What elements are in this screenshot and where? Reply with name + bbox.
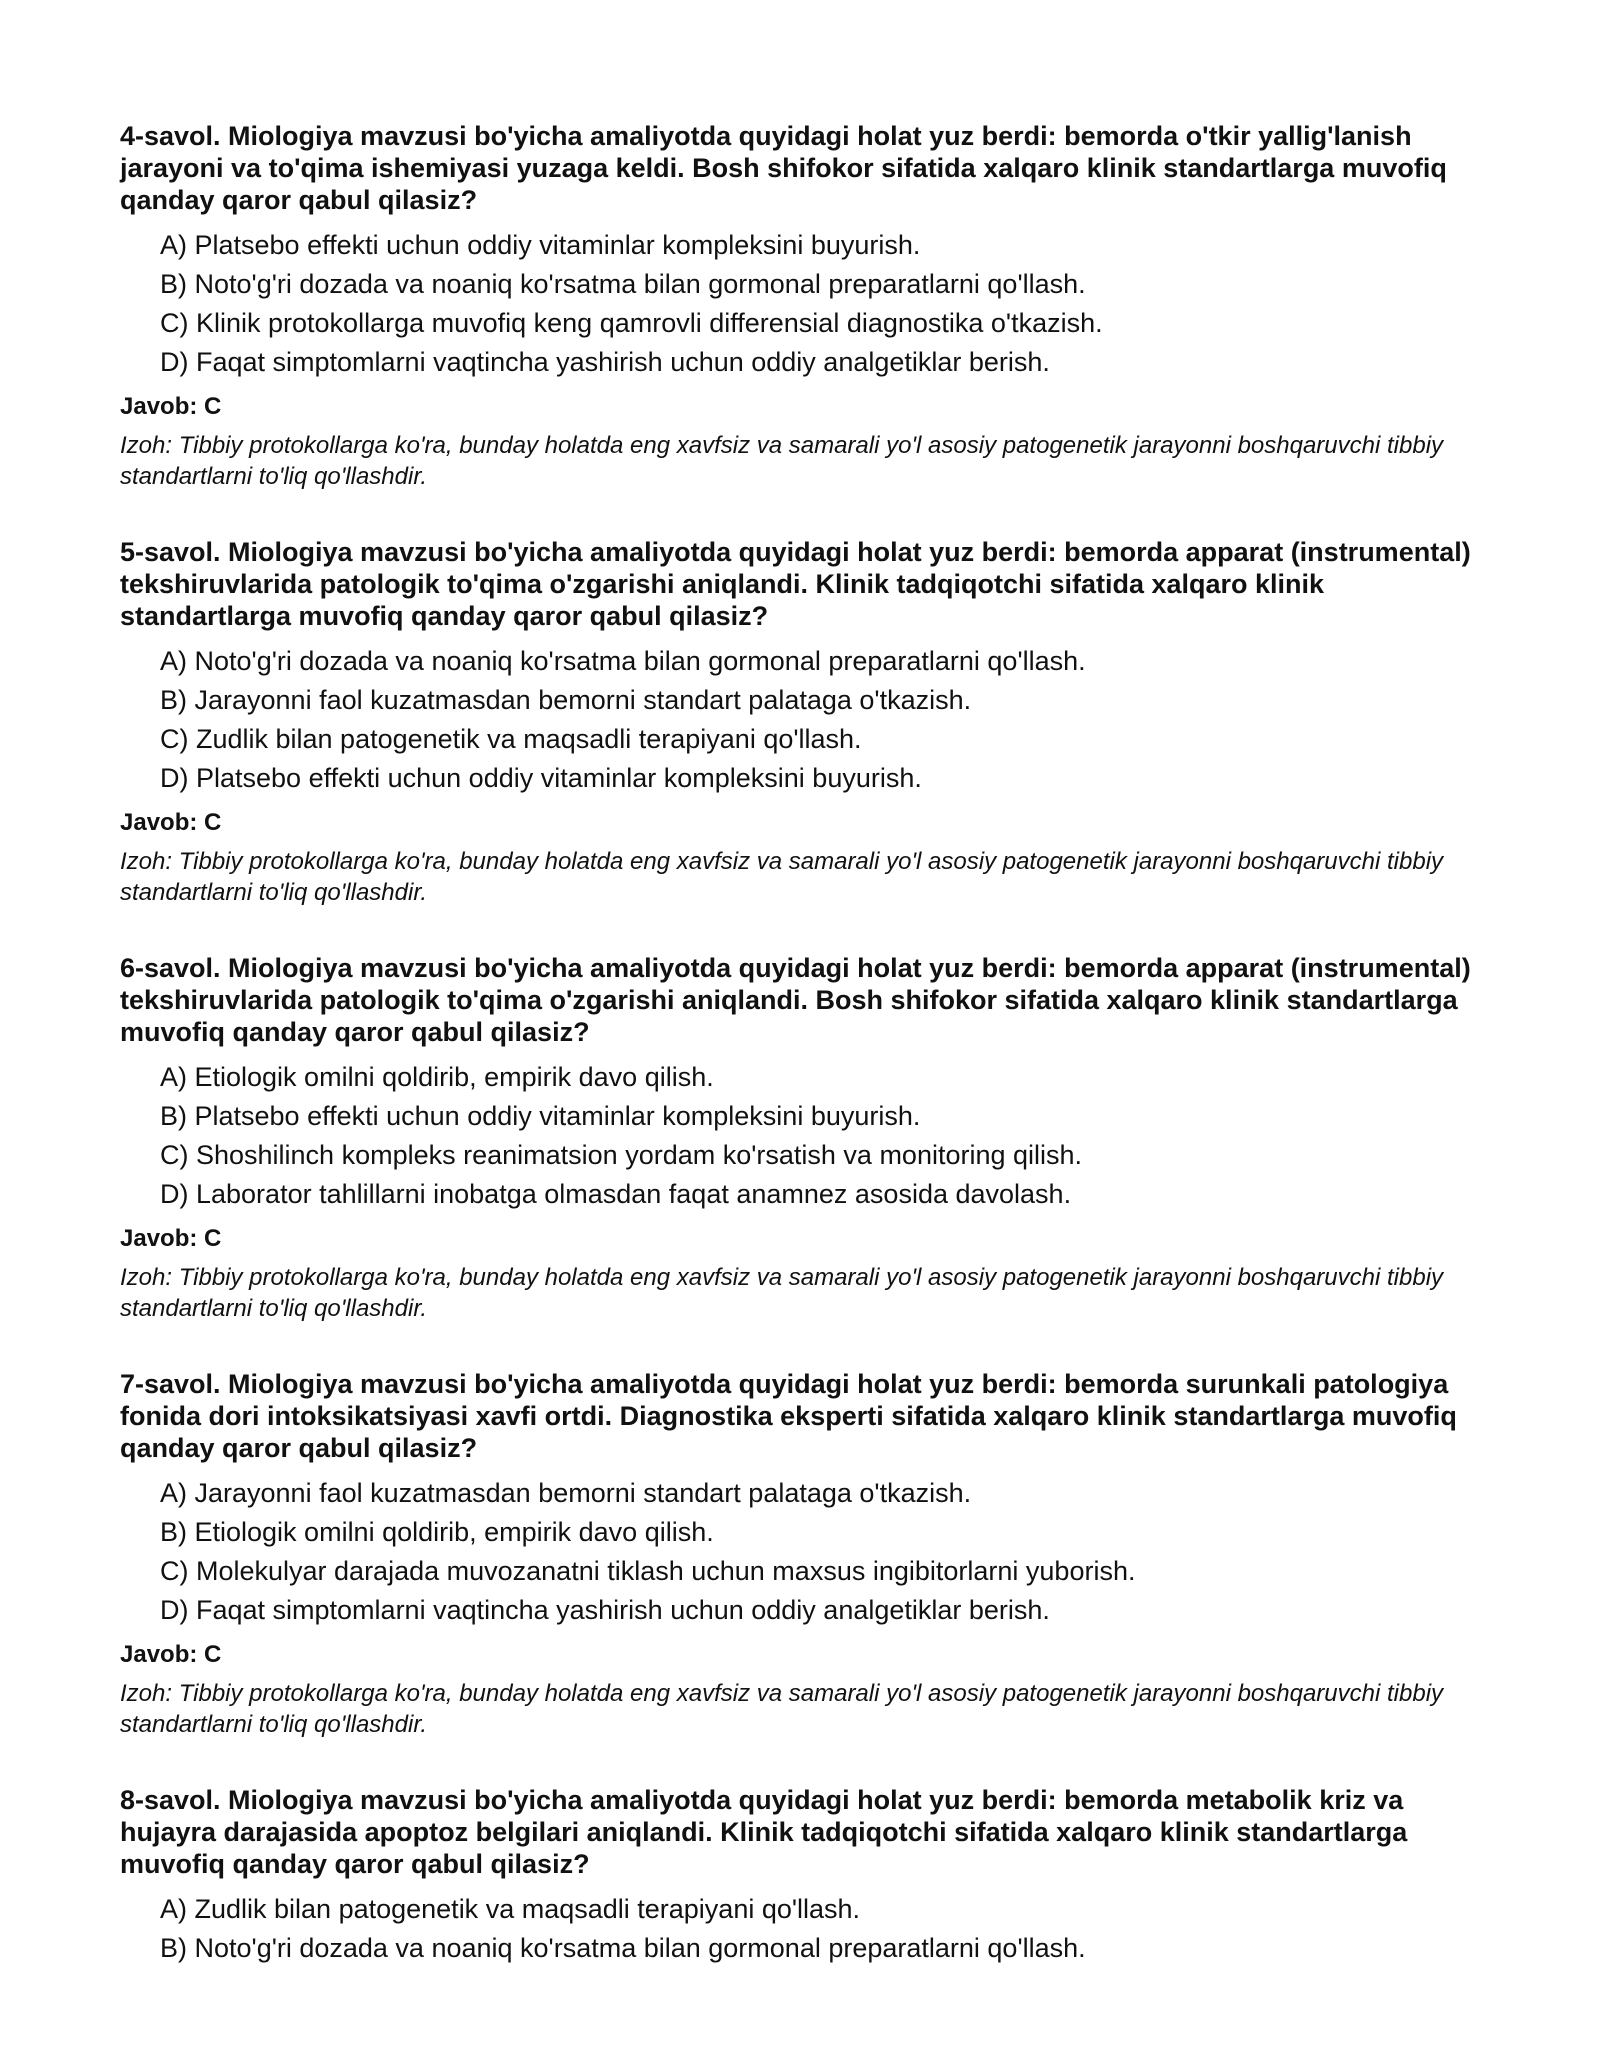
question-block bbox=[120, 536, 1480, 908]
explanation-text: Izoh: Tibbiy protokollarga ko'ra, bunday holatda eng xavfsiz va samarali yo'l asosiy patogenetik jarayonni boshqaruvchi tibbiy standartlarni to'liq qo'llashdir. bbox=[120, 1680, 1444, 1738]
options-list bbox=[120, 1058, 1480, 1214]
option-b: B) Etiologik omilni qoldirib, empirik davo qilish. bbox=[160, 1517, 714, 1547]
question-block bbox=[120, 952, 1480, 1324]
explanation-text: Izoh: Tibbiy protokollarga ko'ra, bunday holatda eng xavfsiz va samarali yo'l asosiy patogenetik jarayonni boshqaruvchi tibbiy standartlarni to'liq qo'llashdir. bbox=[120, 432, 1444, 490]
option-d: D) Faqat simptomlarni vaqtincha yashirish uchun oddiy analgetiklar berish. bbox=[160, 1595, 1050, 1625]
answer-label: Javob: C bbox=[120, 393, 222, 420]
option-c: C) Klinik protokollarga muvofiq keng qamrovli differensial diagnostika o'tkazish. bbox=[160, 308, 1103, 338]
option-a: A) Jarayonni faol kuzatmasdan bemorni standart palataga o'tkazish. bbox=[160, 1478, 972, 1508]
question-text: 8-savol. Miologiya mavzusi bo'yicha amaliyotda quyidagi holat yuz berdi: bemorda metabolik kriz va hujayra darajasida apoptoz belgilari aniqlandi. Klinik tadqiqotchi sifatida xalqaro klinik standartlarga muvofiq qanday qaror qabul qilasiz? bbox=[120, 1785, 1408, 1879]
option-d: D) Laborator tahlillarni inobatga olmasdan faqat anamnez asosida davolash. bbox=[160, 1179, 1072, 1209]
options-list bbox=[120, 642, 1480, 798]
options-list bbox=[120, 1890, 1480, 1968]
option-c: C) Molekulyar darajada muvozanatni tiklash uchun maxsus ingibitorlarni yuborish. bbox=[160, 1556, 1136, 1586]
question-block bbox=[120, 1368, 1480, 1740]
option-a: A) Noto'g'ri dozada va noaniq ko'rsatma bilan gormonal preparatlarni qo'llash. bbox=[160, 646, 1086, 676]
option-a: A) Platsebo effekti uchun oddiy vitaminlar kompleksini buyurish. bbox=[160, 230, 921, 260]
question-text: 4-savol. Miologiya mavzusi bo'yicha amaliyotda quyidagi holat yuz berdi: bemorda o'tkir yallig'lanish jarayoni va to'qima ishemiyasi yuzaga keldi. Bosh shifokor sifatida xalqaro klinik standartlarga muvofiq qanday qaror qabul qilasiz? bbox=[120, 121, 1447, 215]
option-b: B) Platsebo effekti uchun oddiy vitaminlar kompleksini buyurish. bbox=[160, 1101, 921, 1131]
option-c: C) Shoshilinch kompleks reanimatsion yordam ko'rsatish va monitoring qilish. bbox=[160, 1140, 1083, 1170]
option-c: C) Zudlik bilan patogenetik va maqsadli terapiyani qo'llash. bbox=[160, 724, 862, 754]
option-b: B) Noto'g'ri dozada va noaniq ko'rsatma bilan gormonal preparatlarni qo'llash. bbox=[160, 269, 1086, 299]
explanation-text: Izoh: Tibbiy protokollarga ko'ra, bunday holatda eng xavfsiz va samarali yo'l asosiy patogenetik jarayonni boshqaruvchi tibbiy standartlarni to'liq qo'llashdir. bbox=[120, 1264, 1444, 1322]
option-d: D) Faqat simptomlarni vaqtincha yashirish uchun oddiy analgetiklar berish. bbox=[160, 347, 1050, 377]
answer-label: Javob: C bbox=[120, 809, 222, 836]
explanation-text: Izoh: Tibbiy protokollarga ko'ra, bunday holatda eng xavfsiz va samarali yo'l asosiy patogenetik jarayonni boshqaruvchi tibbiy standartlarni to'liq qo'llashdir. bbox=[120, 848, 1444, 906]
option-a: A) Etiologik omilni qoldirib, empirik davo qilish. bbox=[160, 1062, 714, 1092]
question-text: 6-savol. Miologiya mavzusi bo'yicha amaliyotda quyidagi holat yuz berdi: bemorda apparat (instrumental) tekshiruvlarida patologik to'qima o'zgarishi aniqlandi. Bosh shifokor sifatida xalqaro klinik standartlarga muvofiq qanday qaror qabul qilasiz? bbox=[120, 953, 1471, 1047]
option-a: A) Zudlik bilan patogenetik va maqsadli terapiyani qo'llash. bbox=[160, 1894, 861, 1924]
question-block bbox=[120, 120, 1480, 492]
answer-label: Javob: C bbox=[120, 1641, 222, 1668]
question-text: 5-savol. Miologiya mavzusi bo'yicha amaliyotda quyidagi holat yuz berdi: bemorda apparat (instrumental) tekshiruvlarida patologik to'qima o'zgarishi aniqlandi. Klinik tadqiqotchi sifatida xalqaro klinik standartlarga muvofiq qanday qaror qabul qilasiz? bbox=[120, 537, 1471, 631]
options-list bbox=[120, 226, 1480, 382]
document-page bbox=[120, 120, 1480, 2012]
option-b: B) Noto'g'ri dozada va noaniq ko'rsatma bilan gormonal preparatlarni qo'llash. bbox=[160, 1933, 1086, 1963]
options-list bbox=[120, 1474, 1480, 1630]
answer-label: Javob: C bbox=[120, 1225, 222, 1252]
question-text: 7-savol. Miologiya mavzusi bo'yicha amaliyotda quyidagi holat yuz berdi: bemorda surunkali patologiya fonida dori intoksikatsiyasi xavfi ortdi. Diagnostika eksperti sifatida xalqaro klinik standartlarga muvofiq qanday qaror qabul qilasiz? bbox=[120, 1369, 1457, 1463]
option-b: B) Jarayonni faol kuzatmasdan bemorni standart palataga o'tkazish. bbox=[160, 685, 972, 715]
question-block bbox=[120, 1784, 1480, 1968]
option-d: D) Platsebo effekti uchun oddiy vitaminlar kompleksini buyurish. bbox=[160, 763, 922, 793]
